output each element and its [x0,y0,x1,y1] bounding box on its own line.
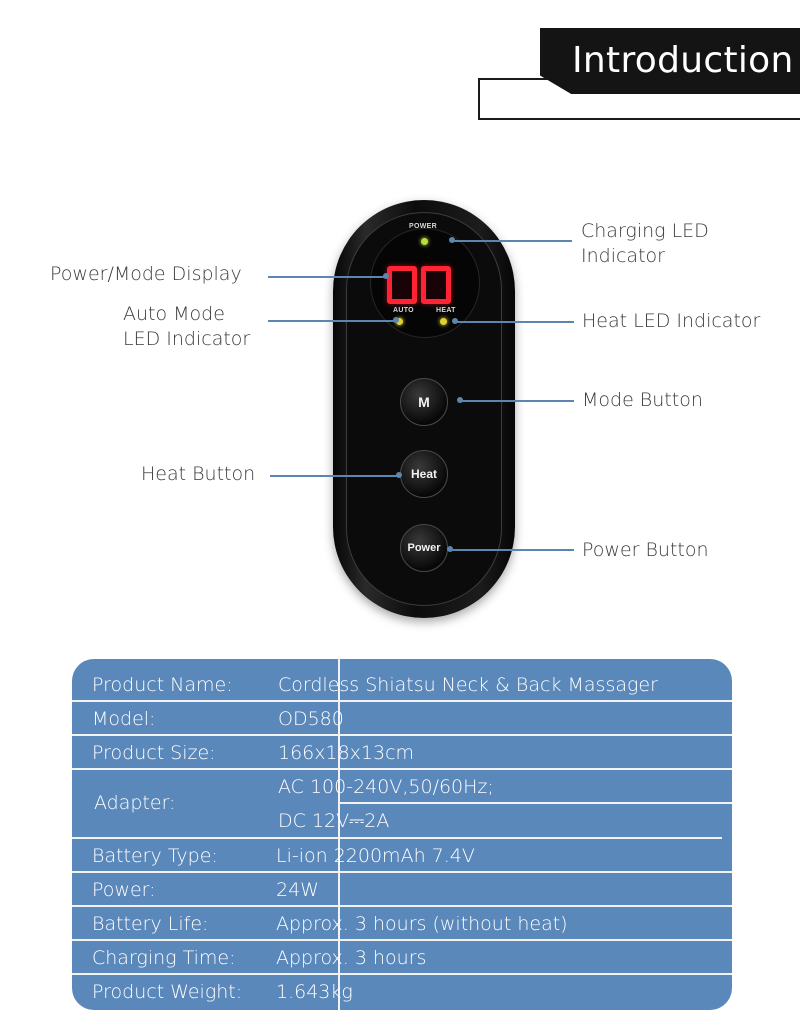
heat-button[interactable] [400,450,448,498]
power-button-label: Power [407,542,441,554]
spec-label: Charging Time: [92,947,236,969]
heat-led [440,318,447,325]
spec-label: Battery Type: [92,845,218,867]
spec-label: Battery Life: [92,913,209,935]
callout-dot-heat-button [396,472,402,478]
callout-charging-led-1: Charging LED [581,220,709,242]
digit-1 [387,266,417,304]
callout-line-heat-led [455,321,574,323]
spec-value: Li-ion 2200mAh 7.4V [276,845,475,867]
callout-line-power [450,549,574,551]
callout-power-button: Power Button [582,539,709,561]
mode-button-label: M [418,394,430,410]
callout-dot-mode [457,397,463,403]
callout-line-charging [452,240,572,242]
auto-led-label: AUTO [393,307,414,314]
callout-line-display [268,276,386,278]
spec-label: Product Size: [92,742,216,764]
spec-value: 24W [276,879,319,901]
row-divider [340,802,732,804]
power-led-label: POWER [409,223,437,230]
callout-line-auto [268,320,396,322]
row-divider [72,700,732,702]
mode-button[interactable] [400,378,448,426]
callout-dot-power [447,546,453,552]
callout-line-heat-button [270,475,400,477]
row-divider [72,837,722,839]
callout-heat-button: Heat Button [141,463,256,485]
callout-dot-heat-led [452,318,458,324]
spec-value: OD580 [278,708,344,730]
heat-led-label: HEAT [436,307,456,314]
power-button[interactable] [400,524,448,572]
row-divider [72,768,732,770]
row-divider [72,905,732,907]
spec-label: Product Name: [92,674,233,696]
mode-display [387,266,451,304]
callout-heat-led: Heat LED Indicator [582,310,761,332]
spec-value: 166x18x13cm [278,742,415,764]
spec-label: Adapter: [94,792,176,814]
digit-2 [421,266,451,304]
row-divider [72,734,732,736]
spec-value: AC 100-240V,50/60Hz; [278,776,494,798]
callout-dot-auto [393,317,399,323]
charging-led [421,238,428,245]
callout-dot-charging [449,237,455,243]
callout-power-mode-display: Power/Mode Display [50,263,242,285]
spec-label: Power: [92,879,156,901]
spec-value: Approx. 3 hours [276,947,427,969]
spec-value-2: DC 12V⎓2A [278,810,390,832]
spec-value: Approx. 3 hours (without heat) [276,913,568,935]
callout-dot-display [383,273,389,279]
spec-label: Model: [92,708,156,730]
callout-auto-mode-2: LED Indicator [123,328,251,350]
heat-button-label: Heat [410,467,437,481]
row-divider [72,871,732,873]
spec-value: Cordless Shiatsu Neck & Back Massager [278,674,658,696]
specs-table [72,659,732,1010]
spec-label: Product Weight: [92,981,243,1003]
callout-auto-mode-1: Auto Mode [123,303,225,325]
callout-mode-button: Mode Button [582,389,703,411]
row-divider [72,973,732,975]
row-divider [72,939,732,941]
spec-value: 1.643kg [276,981,353,1003]
callout-line-mode [460,400,574,402]
page-title: Introduction [572,40,794,81]
callout-charging-led-2: Indicator [581,245,665,267]
